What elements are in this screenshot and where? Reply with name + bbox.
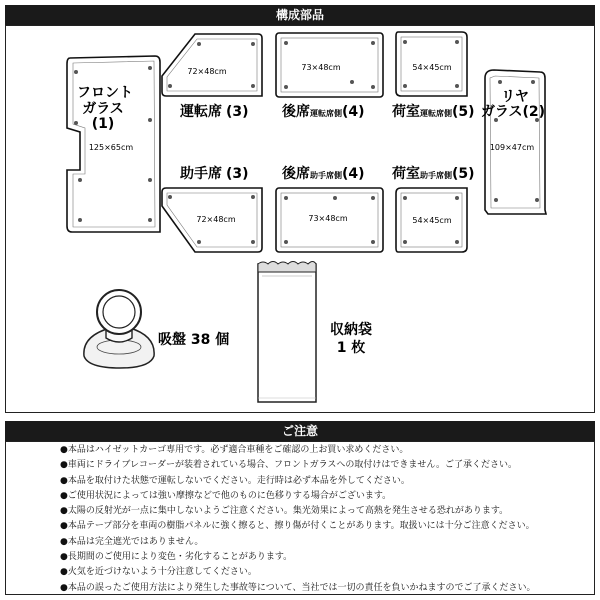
- note-item: ●本品の誤ったご使用方法により発生した事故等について、当社では一切の責任を負いかねますのでご了承ください。: [60, 582, 536, 593]
- cargo-passenger-name: 荷室: [392, 166, 420, 182]
- cargo-passenger-dims: 54×45cm: [412, 216, 452, 225]
- note-item: ●本品は完全遮光ではありません。: [60, 536, 204, 547]
- notes-list: [60, 443, 590, 596]
- cargo-driver-dims: 54×45cm: [412, 63, 452, 72]
- driver-window-count: (3): [226, 104, 249, 120]
- svg-text:荷室助手席側(5): [392, 165, 475, 182]
- notes-header: ご注意: [5, 421, 595, 441]
- storage-bag-label-line1: 収納袋: [330, 322, 372, 338]
- svg-text:後席助手席側(4): [281, 165, 365, 182]
- note-item: ●車両にドライブレコーダーが装着されている場合、フロントガラスへの取付けはできません。ご了承ください。: [60, 460, 517, 471]
- note-item: ●本品を取付けた状態で運転しないでください。走行時は必ず本品を外してください。: [60, 475, 410, 486]
- cargo-passenger-count: (5): [452, 166, 475, 182]
- note-item: ●ご使用状況によっては強い摩擦などで他のものに色移りする場合がございます。: [60, 490, 392, 501]
- svg-text:運転席(3): [179, 103, 249, 120]
- note-item: ●火気を近づけないよう十分注意してください。: [60, 567, 257, 578]
- front-glass-label-line3: (1): [91, 116, 115, 132]
- suction-cup-icon: [84, 290, 154, 368]
- passenger-window-count: (3): [226, 166, 249, 182]
- cargo-driver-name: 荷室: [392, 104, 420, 120]
- rear-glass-dims: 109×47cm: [489, 143, 535, 152]
- driver-window-dims: 72×48cm: [187, 67, 227, 76]
- cargo-driver-side: 運転席側: [420, 109, 452, 118]
- driver-window-panel: [162, 34, 262, 96]
- components-header: 構成部品: [5, 5, 595, 25]
- front-glass-label-line1: フロント: [77, 85, 133, 101]
- passenger-window-panel: [162, 188, 262, 252]
- cargo-driver-panel: [396, 32, 467, 96]
- rear-seat-passenger-panel: [276, 188, 383, 252]
- rear-seat-passenger-name: 後席: [282, 166, 310, 182]
- rear-seat-passenger-count: (4): [342, 166, 365, 182]
- rear-seat-driver-panel: [276, 33, 383, 97]
- front-glass-dims: 125×65cm: [88, 143, 134, 152]
- cargo-passenger-side: 助手席側: [420, 171, 452, 180]
- rear-glass-panel: [481, 70, 546, 214]
- note-item: ●本品はハイゼットカーゴ専用です。必ず適合車種をご確認の上お買い求めください。: [60, 445, 409, 455]
- svg-text:後席運転席側(4): [281, 103, 365, 120]
- rear-seat-passenger-dims: 73×48cm: [308, 214, 348, 223]
- suction-cup-label: 吸盤 38 個: [158, 332, 230, 348]
- rear-seat-driver-count: (4): [342, 104, 365, 120]
- cargo-driver-count: (5): [452, 104, 475, 120]
- rear-seat-driver-dims: 73×48cm: [301, 63, 341, 72]
- rear-seat-driver-name: 後席: [282, 104, 310, 120]
- driver-window-name: 運転席: [180, 104, 222, 120]
- cargo-passenger-panel: [396, 188, 467, 252]
- svg-text:荷室運転席側(5): [392, 103, 475, 120]
- passenger-window-dims: 72×48cm: [196, 215, 236, 224]
- storage-bag-label-line2: 1 枚: [336, 340, 366, 356]
- passenger-window-name: 助手席: [180, 166, 222, 182]
- note-item: ●太陽の反射光が一点に集中しないようご注意ください。集光効果によって高熱を発生させる恐れがあります。: [60, 506, 509, 517]
- front-glass-panel: [67, 56, 160, 232]
- rear-glass-label-line2: ガラス(2): [480, 104, 546, 120]
- note-item: ●長期間のご使用により変色・劣化することがあります。: [60, 552, 293, 563]
- front-glass-label-line2: ガラス: [82, 101, 124, 117]
- rear-seat-passenger-side: 助手席側: [310, 171, 342, 180]
- rear-glass-label-line1: リヤ: [501, 89, 529, 105]
- svg-text:助手席(3): [180, 165, 249, 182]
- storage-bag-icon: [258, 262, 316, 403]
- rear-seat-driver-side: 運転席側: [310, 109, 342, 118]
- note-item: ●本品テープ部分を車両の樹脂パネルに強く擦ると、擦り傷が付くことがあります。取扱いには十分ご注意ください。: [60, 521, 535, 532]
